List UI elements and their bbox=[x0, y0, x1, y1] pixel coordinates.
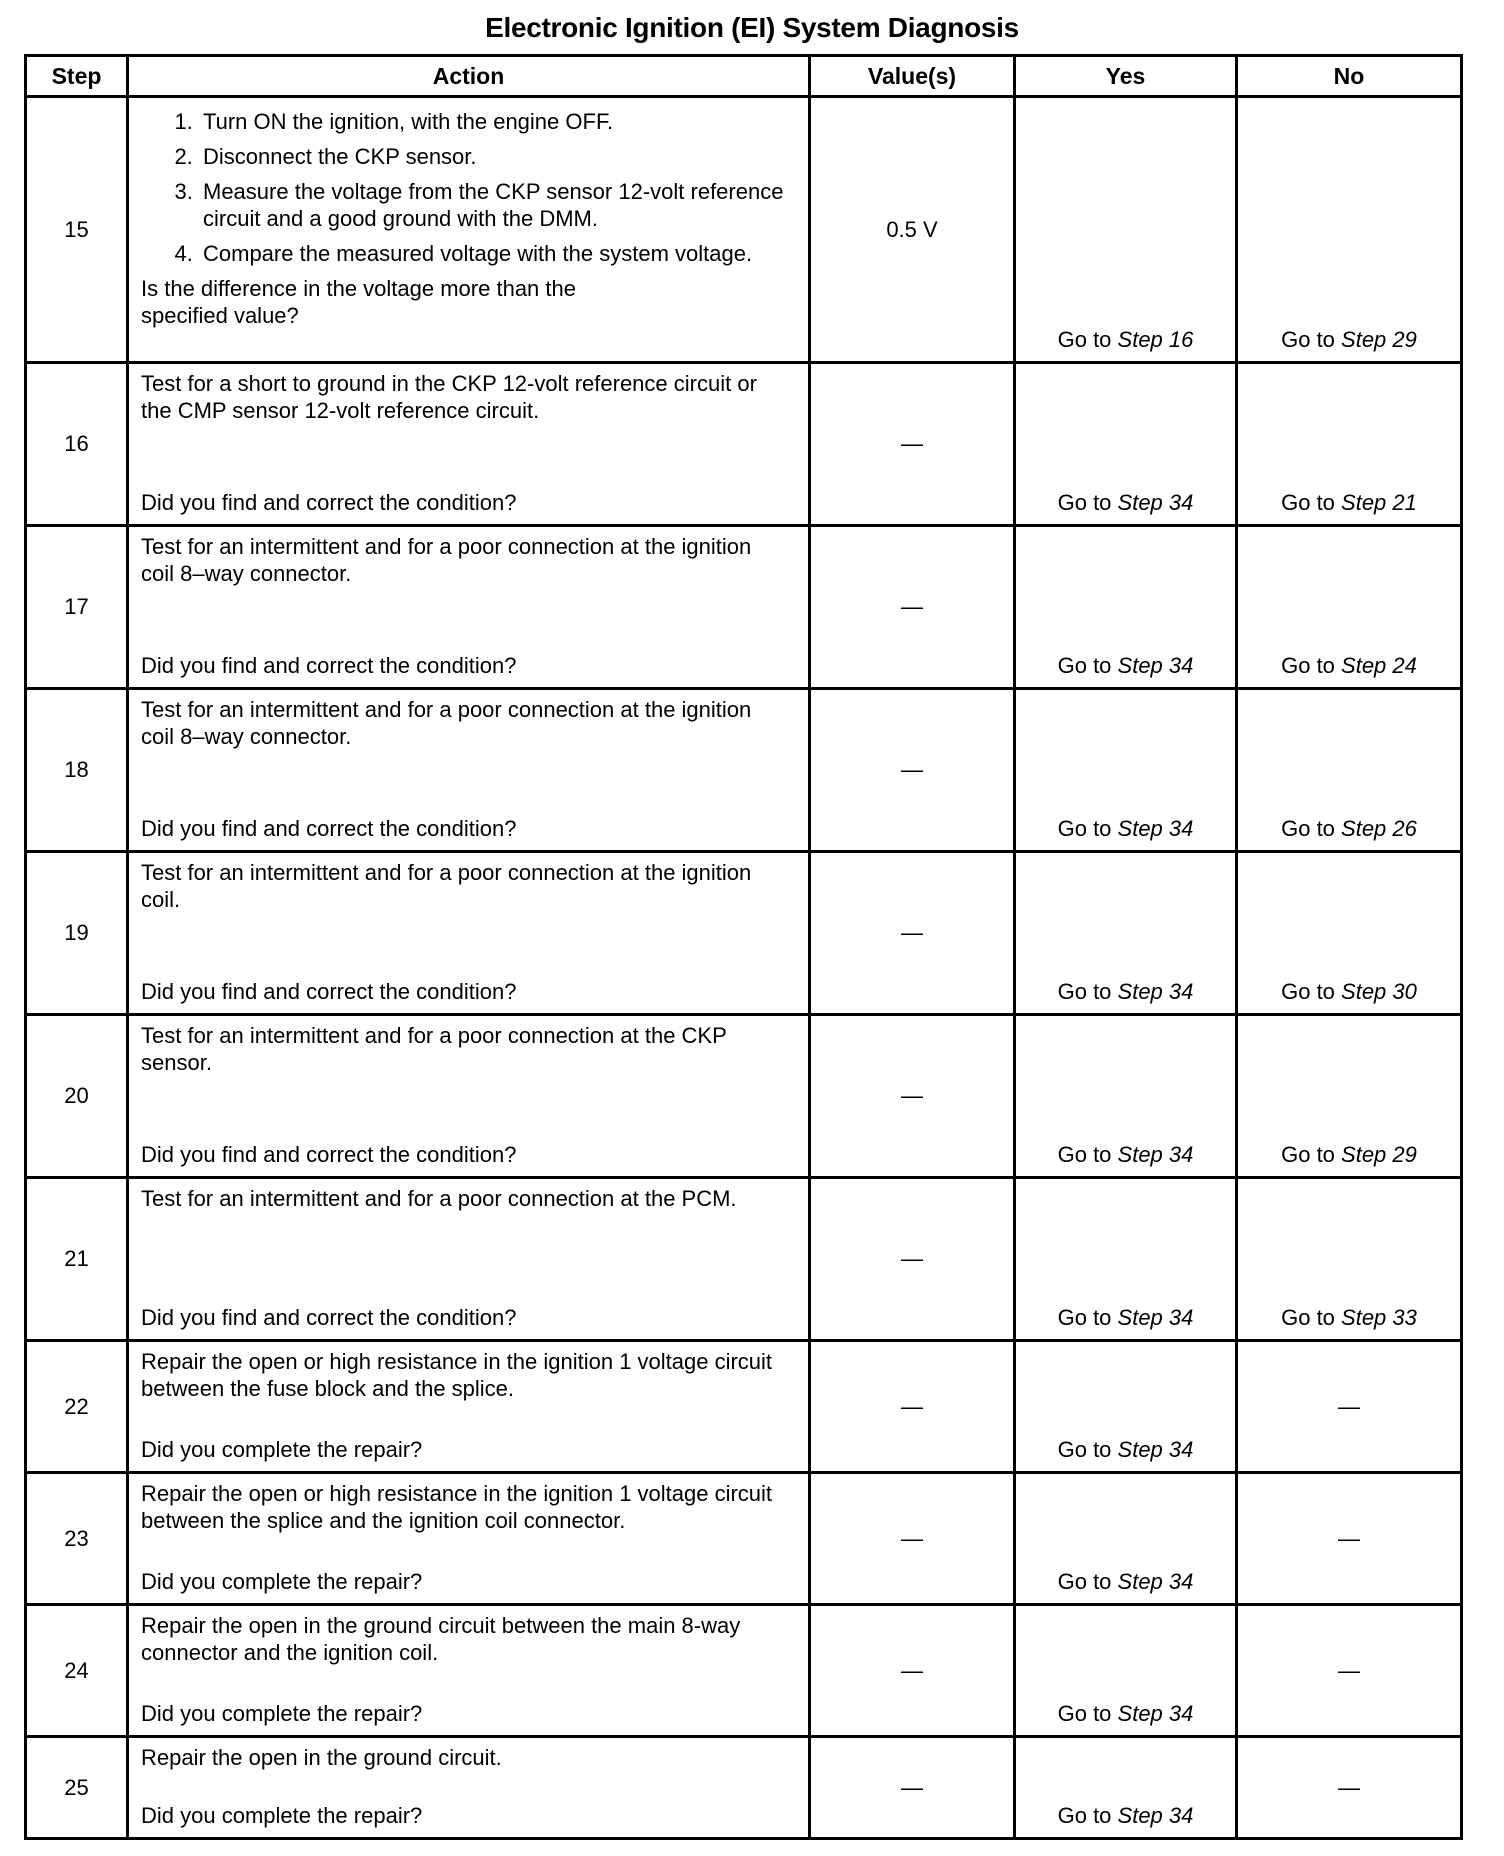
table-row bbox=[26, 1605, 1462, 1737]
yes-goto-link[interactable]: Go to Step 16 bbox=[1057, 327, 1194, 352]
step-number: 17 bbox=[26, 526, 128, 689]
action-text: Repair the open or high resistance in the ignition 1 voltage circuit between the splice and the ignition coil connector. bbox=[141, 1481, 773, 1533]
table-row bbox=[26, 689, 1462, 852]
yes-goto-link[interactable]: Go to Step 34 bbox=[1057, 1803, 1194, 1828]
value-cell: 0.5 V bbox=[810, 97, 1015, 363]
procedure-list bbox=[141, 108, 796, 267]
no-cell: — bbox=[1237, 1473, 1462, 1605]
yes-goto-link[interactable]: Go to Step 34 bbox=[1057, 1142, 1194, 1167]
procedure-step: 3. Measure the voltage from the CKP sensor 12-volt reference circuit and a good ground with the DMM. bbox=[199, 178, 796, 232]
value-cell: — bbox=[810, 1178, 1015, 1341]
yes-cell bbox=[1015, 1341, 1237, 1473]
column-header-values: Value(s) bbox=[810, 56, 1015, 97]
action-text: Test for an intermittent and for a poor connection at the PCM. bbox=[141, 1186, 737, 1211]
no-goto-link[interactable]: Go to Step 24 bbox=[1281, 653, 1417, 678]
no-cell bbox=[1237, 689, 1462, 852]
yes-goto-link[interactable]: Go to Step 34 bbox=[1057, 653, 1194, 678]
procedure-step: 1. Turn ON the ignition, with the engine OFF. bbox=[199, 108, 796, 135]
no-cell bbox=[1237, 1015, 1462, 1178]
yes-goto-link[interactable]: Go to Step 34 bbox=[1057, 816, 1194, 841]
diagnosis-table bbox=[24, 54, 1463, 1840]
no-cell: — bbox=[1237, 1737, 1462, 1839]
value-cell: — bbox=[810, 1473, 1015, 1605]
table-header-row bbox=[26, 56, 1462, 97]
step-number: 20 bbox=[26, 1015, 128, 1178]
yes-goto-link[interactable]: Go to Step 34 bbox=[1057, 1437, 1194, 1462]
yes-cell bbox=[1015, 1737, 1237, 1839]
action-cell bbox=[128, 526, 810, 689]
action-text: Repair the open in the ground circuit. bbox=[141, 1745, 502, 1770]
step-number: 19 bbox=[26, 852, 128, 1015]
yes-goto-link[interactable]: Go to Step 34 bbox=[1057, 1305, 1194, 1330]
action-question: Did you find and correct the condition? bbox=[141, 1142, 517, 1167]
yes-cell bbox=[1015, 1178, 1237, 1341]
value-cell: — bbox=[810, 689, 1015, 852]
action-cell bbox=[128, 1178, 810, 1341]
action-question: Did you find and correct the condition? bbox=[141, 979, 517, 1004]
action-cell bbox=[128, 689, 810, 852]
table-row bbox=[26, 526, 1462, 689]
no-cell bbox=[1237, 1178, 1462, 1341]
yes-goto-link[interactable]: Go to Step 34 bbox=[1057, 490, 1194, 515]
no-goto-link[interactable]: Go to Step 26 bbox=[1281, 816, 1417, 841]
action-question: Did you find and correct the condition? bbox=[141, 1305, 517, 1330]
procedure-step: 2. Disconnect the CKP sensor. bbox=[199, 143, 796, 170]
step-number: 21 bbox=[26, 1178, 128, 1341]
no-goto-link[interactable]: Go to Step 30 bbox=[1281, 979, 1417, 1004]
table-row bbox=[26, 1178, 1462, 1341]
no-cell bbox=[1237, 97, 1462, 363]
table-row bbox=[26, 1015, 1462, 1178]
no-cell bbox=[1237, 526, 1462, 689]
action-text: Test for an intermittent and for a poor connection at the CKP sensor. bbox=[141, 1023, 727, 1075]
action-cell bbox=[128, 852, 810, 1015]
step-number: 25 bbox=[26, 1737, 128, 1839]
procedure-step: 4. Compare the measured voltage with the system voltage. bbox=[199, 240, 796, 267]
action-cell bbox=[128, 1737, 810, 1839]
yes-cell bbox=[1015, 689, 1237, 852]
action-question: Did you find and correct the condition? bbox=[141, 816, 517, 841]
column-header-action: Action bbox=[128, 56, 810, 97]
action-text: Test for an intermittent and for a poor connection at the ignition coil 8–way connector. bbox=[141, 697, 752, 749]
no-goto-link[interactable]: Go to Step 21 bbox=[1281, 490, 1417, 515]
value-cell: — bbox=[810, 1015, 1015, 1178]
table-row bbox=[26, 363, 1462, 526]
table-row bbox=[26, 1473, 1462, 1605]
action-cell bbox=[128, 1605, 810, 1737]
step-number: 15 bbox=[26, 97, 128, 363]
yes-goto-link[interactable]: Go to Step 34 bbox=[1057, 1569, 1194, 1594]
no-cell: — bbox=[1237, 1341, 1462, 1473]
action-text: Test for an intermittent and for a poor connection at the ignition coil. bbox=[141, 860, 752, 912]
value-cell: — bbox=[810, 363, 1015, 526]
no-cell bbox=[1237, 852, 1462, 1015]
action-cell bbox=[128, 97, 810, 363]
action-question: Did you complete the repair? bbox=[141, 1701, 423, 1726]
column-header-yes: Yes bbox=[1015, 56, 1237, 97]
step-number: 23 bbox=[26, 1473, 128, 1605]
action-question: Did you complete the repair? bbox=[141, 1569, 423, 1594]
yes-goto-link[interactable]: Go to Step 34 bbox=[1057, 979, 1194, 1004]
no-goto-link[interactable]: Go to Step 29 bbox=[1281, 327, 1417, 352]
table-row bbox=[26, 852, 1462, 1015]
yes-goto-link[interactable]: Go to Step 34 bbox=[1057, 1701, 1194, 1726]
yes-cell bbox=[1015, 1605, 1237, 1737]
table-row bbox=[26, 97, 1462, 363]
action-question: Did you complete the repair? bbox=[141, 1803, 423, 1828]
no-goto-link[interactable]: Go to Step 29 bbox=[1281, 1142, 1417, 1167]
page-title: Electronic Ignition (EI) System Diagnosis bbox=[485, 12, 1019, 43]
column-header-no: No bbox=[1237, 56, 1462, 97]
action-text: Test for a short to ground in the CKP 12-volt reference circuit or the CMP sensor 12-volt reference circuit. bbox=[141, 371, 757, 423]
action-cell bbox=[128, 363, 810, 526]
step-number: 22 bbox=[26, 1341, 128, 1473]
action-question: Is the difference in the voltage more than the specified value? bbox=[141, 276, 576, 328]
action-text: Repair the open in the ground circuit between the main 8-way connector and the ignition coil. bbox=[141, 1613, 741, 1665]
action-question: Did you find and correct the condition? bbox=[141, 653, 517, 678]
no-goto-link[interactable]: Go to Step 33 bbox=[1281, 1305, 1417, 1330]
step-number: 18 bbox=[26, 689, 128, 852]
action-question: Did you complete the repair? bbox=[141, 1437, 423, 1462]
value-cell: — bbox=[810, 1341, 1015, 1473]
no-cell bbox=[1237, 363, 1462, 526]
value-cell: — bbox=[810, 526, 1015, 689]
step-number: 24 bbox=[26, 1605, 128, 1737]
value-cell: — bbox=[810, 1737, 1015, 1839]
yes-cell bbox=[1015, 363, 1237, 526]
action-cell bbox=[128, 1341, 810, 1473]
action-cell bbox=[128, 1015, 810, 1178]
column-header-step: Step bbox=[26, 56, 128, 97]
value-cell: — bbox=[810, 1605, 1015, 1737]
action-question: Did you find and correct the condition? bbox=[141, 490, 517, 515]
action-text: Repair the open or high resistance in the ignition 1 voltage circuit between the fuse block and the splice. bbox=[141, 1349, 773, 1401]
yes-cell bbox=[1015, 1015, 1237, 1178]
value-cell: — bbox=[810, 852, 1015, 1015]
action-cell bbox=[128, 1473, 810, 1605]
yes-cell bbox=[1015, 852, 1237, 1015]
table-row bbox=[26, 1737, 1462, 1839]
table-row bbox=[26, 1341, 1462, 1473]
yes-cell bbox=[1015, 526, 1237, 689]
yes-cell bbox=[1015, 97, 1237, 363]
no-cell: — bbox=[1237, 1605, 1462, 1737]
action-text: Test for an intermittent and for a poor connection at the ignition coil 8–way connector. bbox=[141, 534, 752, 586]
yes-cell bbox=[1015, 1473, 1237, 1605]
step-number: 16 bbox=[26, 363, 128, 526]
